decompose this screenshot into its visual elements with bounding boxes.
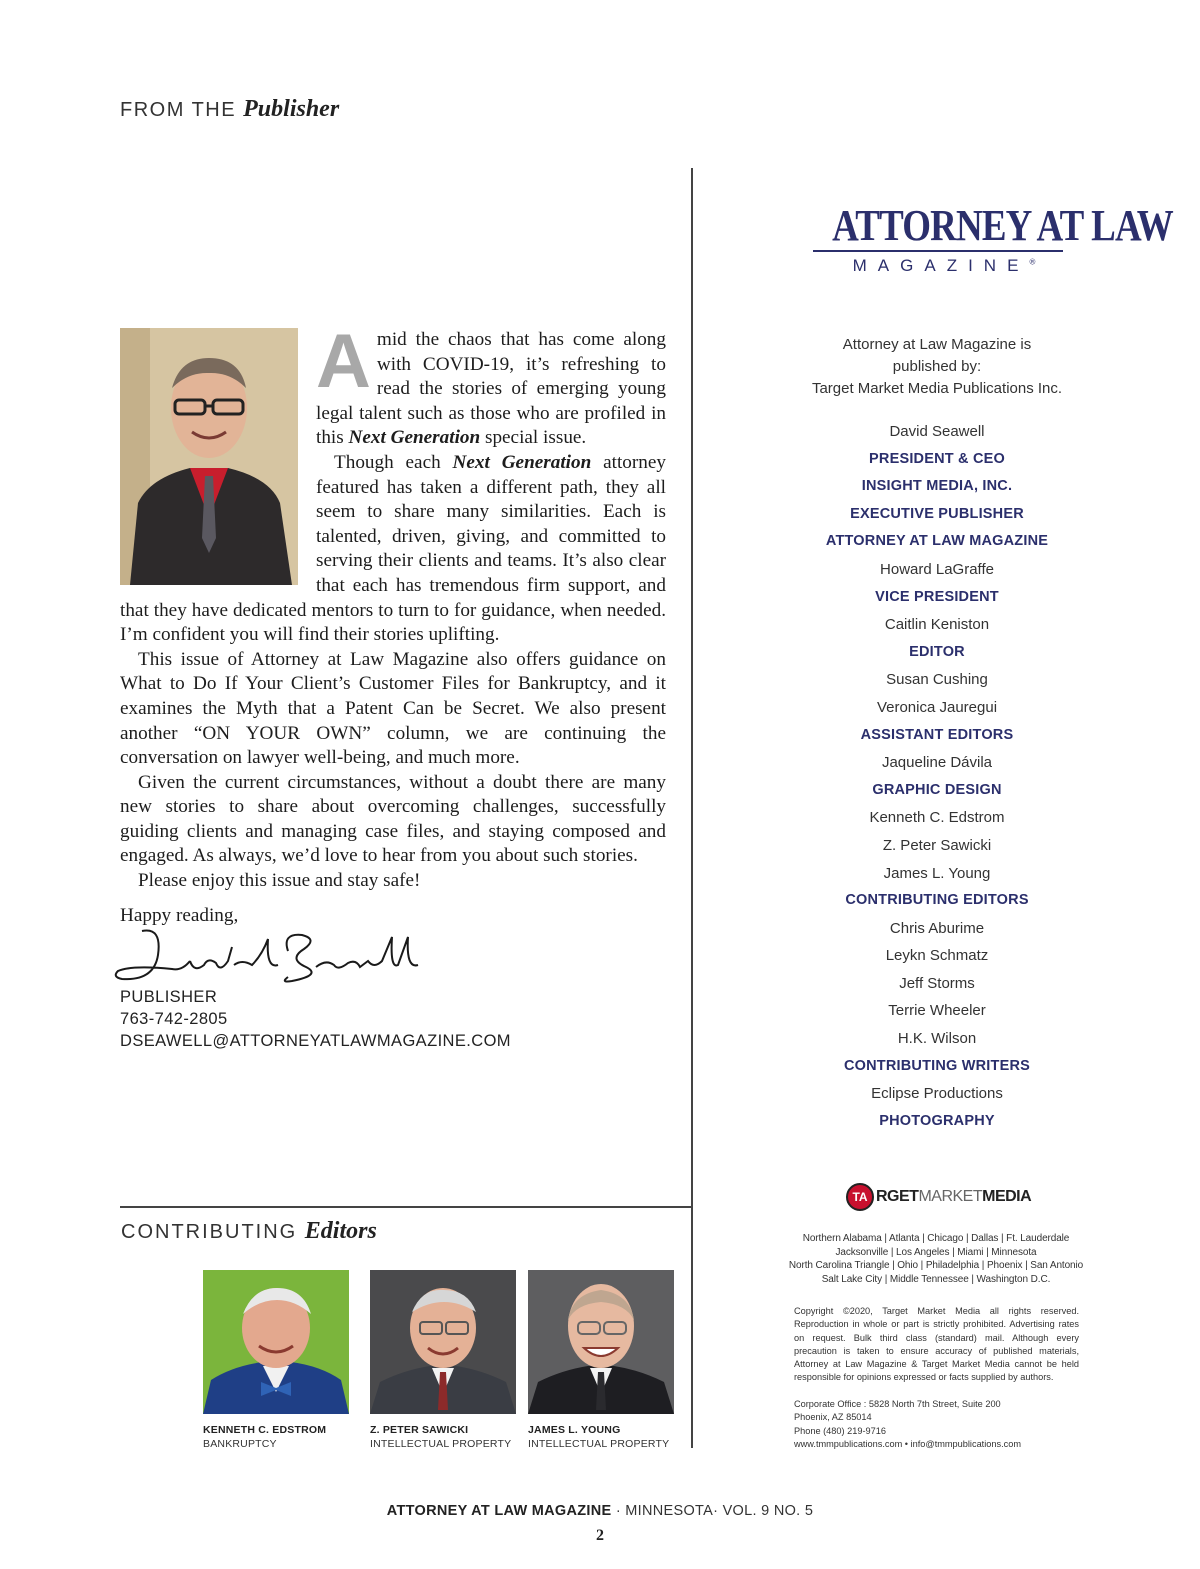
publisher-signature: [112, 925, 422, 991]
intro-line: Target Market Media Publications Inc.: [811, 380, 1063, 397]
contrib-kicker: CONTRIBUTING: [121, 1221, 298, 1243]
editor-card: [370, 1270, 516, 1451]
staff-name: David Seawell: [889, 423, 985, 440]
page-number: 2: [596, 1527, 604, 1544]
paragraph-5: Please enjoy this issue and stay safe!: [138, 870, 421, 892]
staff-name: Leykn Schmatz: [885, 947, 989, 965]
target-market-media-logo: [846, 1182, 1031, 1212]
publisher-statement: [787, 334, 1087, 400]
editor-specialty: INTELLECTUAL PROPERTY: [370, 1438, 512, 1450]
publisher-phone: 763-742-2805: [120, 1010, 228, 1028]
logo-subline: [812, 256, 1064, 276]
tmm-logo-mark: TA: [846, 1183, 874, 1211]
publisher-letter: [120, 319, 666, 928]
editor-specialty: BANKRUPTCY: [203, 1438, 277, 1450]
paragraph-4: Given the current circumstances, without a doubt there are many new stories to share about overcoming challenges, successfully guiding clients and managing case files, and staying composed and engaged. As always, we’d love to hear from you about such stories.: [120, 771, 666, 867]
markets-line: Jacksonville | Los Angeles | Miami | Minnesota: [835, 1246, 1037, 1258]
markets-line: Northern Alabama | Atlanta | Chicago | Dallas | Ft. Lauderdale: [802, 1233, 1070, 1244]
staff-name: Terrie Wheeler: [888, 1002, 986, 1020]
editor-specialty: INTELLECTUAL PROPERTY: [528, 1438, 670, 1450]
drop-cap: A: [316, 319, 371, 404]
staff-role: PRESIDENT & CEO: [869, 450, 1005, 467]
staff-role: CONTRIBUTING WRITERS: [843, 1057, 1031, 1074]
p2-emphasis: Next Generation: [452, 451, 592, 473]
paragraph-3: This issue of Attorney at Law Magazine also offers guidance on What to Do If Your Client’s Customer Files for Bankruptcy, and it examines the Myth that a Patent Can be Secret. We also present another “ON YOUR OWN” column, we are continuing the conversation on lawyer well-being, and much more.: [120, 648, 666, 769]
vertical-divider: [691, 168, 693, 1448]
logo-wordmark: ATTORNEY AT LAW: [832, 201, 1173, 250]
contributing-editors-heading: [121, 1218, 377, 1245]
editor-name: Z. PETER SAWICKI: [370, 1424, 469, 1436]
staff-name: Jeff Storms: [899, 974, 975, 992]
copyright-notice: Copyright ©2020, Target Market Media all rights reserved. Reproduction in whole or part is strictly prohibited. Advertising rates on request. Bulk third class (standard) mail. Although every precaution is taken to ensure accuracy of published materials, Attorney at Law Magazine & Target Market Media cannot be held responsible for opinions expressed or facts supplied by authors.: [794, 1306, 1079, 1383]
editor-photo: [203, 1270, 349, 1414]
staff-name: Z. Peter Sawicki: [882, 836, 992, 854]
contrib-kicker-italic: Editors: [304, 1218, 377, 1244]
p1-emphasis: Next Generation: [348, 427, 481, 449]
office-line: Phone (480) 219-9716: [794, 1425, 886, 1436]
publisher-contact: [120, 986, 511, 1052]
staff-role: EDITOR: [909, 643, 965, 660]
magazine-logo: [812, 201, 1173, 276]
logo-magazine-text: MAGAZINE: [852, 256, 1030, 275]
p2-text-a: Though each: [334, 451, 453, 473]
staff-name: Chris Aburime: [889, 919, 985, 937]
editor-photo: [370, 1270, 516, 1414]
publisher-email[interactable]: DSEAWELL@ATTORNEYATLAWMAGAZINE.COM: [120, 1032, 511, 1050]
staff-name: Eclipse Productions: [871, 1085, 1003, 1103]
staff-name: Jaqueline Dávila: [881, 754, 993, 772]
staff-name: James L. Young: [883, 864, 991, 882]
staff-role: VICE PRESIDENT: [875, 588, 999, 605]
office-line: Corporate Office : 5828 North 7th Street, Suite 200: [794, 1399, 1001, 1409]
signoff-text: Happy reading,: [120, 904, 239, 926]
staff-name: Susan Cushing: [886, 671, 988, 689]
intro-line: Attorney at Law Magazine is: [842, 336, 1032, 353]
markets-line: North Carolina Triangle | Ohio | Philadelphia | Phoenix | San Antonio: [788, 1260, 1084, 1272]
tmm-logo-part: MEDIA: [982, 1188, 1032, 1205]
kicker-text: FROM THE: [120, 99, 237, 121]
footer-issue: · MINNESOTA· VOL. 9 NO. 5: [611, 1503, 814, 1519]
staff-name: Veronica Jauregui: [876, 698, 998, 716]
editor-card: [203, 1270, 349, 1451]
publisher-photo: [120, 328, 298, 585]
markets-list: [786, 1232, 1086, 1286]
kicker-italic: Publisher: [243, 96, 340, 122]
masthead: [787, 334, 1087, 1135]
staff-name: Caitlin Keniston: [884, 616, 990, 634]
editor-photo: [528, 1270, 674, 1414]
staff-name: H.K. Wilson: [897, 1030, 977, 1048]
staff-role: CONTRIBUTING EDITORS: [845, 892, 1029, 909]
logo-rule: [813, 250, 1063, 252]
publisher-title: PUBLISHER: [120, 988, 218, 1006]
editor-name: JAMES L. YOUNG: [528, 1424, 621, 1436]
footer-magazine: ATTORNEY AT LAW MAGAZINE: [386, 1503, 612, 1519]
staff-role: PHOTOGRAPHY: [879, 1112, 995, 1129]
corporate-office: [794, 1398, 1084, 1451]
staff-role: INSIGHT MEDIA, INC.: [861, 478, 1013, 495]
intro-line: published by:: [892, 358, 982, 375]
staff-role: ATTORNEY AT LAW MAGAZINE: [825, 533, 1049, 550]
staff-role: GRAPHIC DESIGN: [872, 781, 1002, 798]
editor-card: [528, 1270, 674, 1451]
tmm-logo-part: RGET: [876, 1188, 919, 1205]
editor-name: KENNETH C. EDSTROM: [203, 1424, 327, 1436]
office-links[interactable]: www.tmmpublications.com • info@tmmpublications.com: [794, 1438, 1021, 1449]
page-footer: [0, 1503, 1200, 1519]
p1-text-b: special issue.: [480, 427, 587, 449]
p1-text-a: mid the chaos that has come along with COVID-19, it’s refreshing to read the stories of emerging young legal talent such as those who are profiled in this: [316, 329, 666, 449]
office-line: Phoenix, AZ 85014: [794, 1412, 872, 1423]
markets-line: Salt Lake City | Middle Tennessee | Washington D.C.: [821, 1273, 1051, 1285]
staff-name: Kenneth C. Edstrom: [869, 809, 1005, 827]
staff-role: EXECUTIVE PUBLISHER: [850, 505, 1024, 522]
publisher-portrait-image: [120, 328, 298, 585]
staff-name: Howard LaGraffe: [880, 560, 994, 578]
section-kicker: [120, 96, 339, 123]
staff-list: [787, 418, 1087, 1135]
registered-mark: ®: [1029, 257, 1036, 267]
p2-text-b: attorney featured has taken a different path, they all seem to share many similarities. Each is talented, driven, giving, and committed to serving their clients and teams. It’s also clear that each has tremendous firm support, and that they have dedicated mentors to turn to for guidance, when needed. I’m confident you will find their stories uplifting.: [120, 451, 666, 646]
tmm-logo-part: MARKET: [918, 1188, 983, 1205]
staff-role: ASSISTANT EDITORS: [860, 726, 1014, 743]
horizontal-divider: [120, 1206, 692, 1208]
